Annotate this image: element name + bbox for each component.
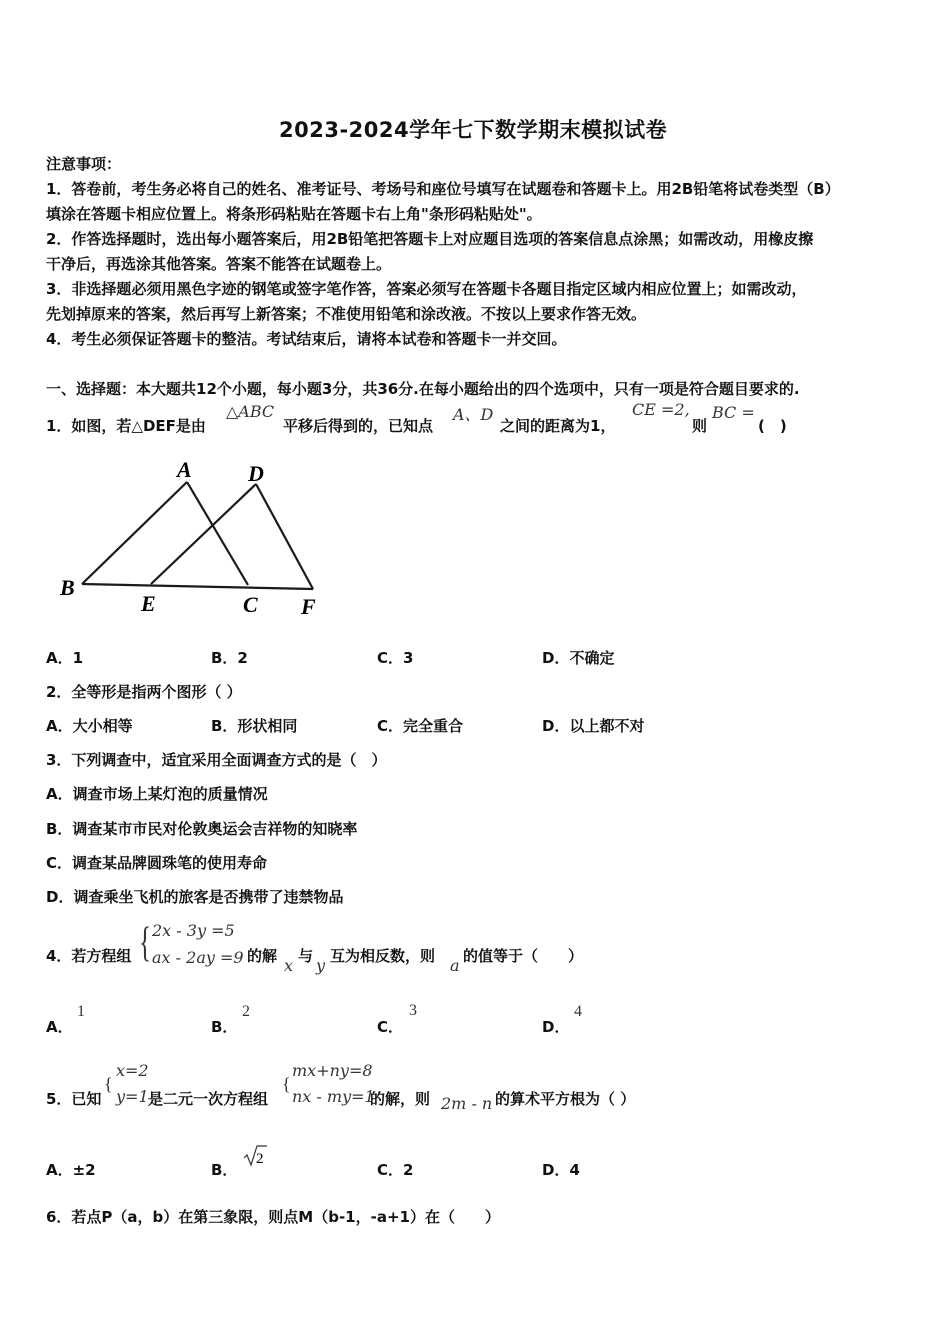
q5-sqrt-radicand: 2: [256, 1151, 264, 1167]
q5-equation-1: mx+ny=8: [292, 1061, 373, 1080]
note-2-line-1: 2．作答选择题时，选出每小题答案后，用2B铅笔把答题卡上对应题目选项的答案信息点涂黑；如需改动，用橡皮擦: [46, 230, 814, 248]
q5-text-2: 是二元一次方程组: [148, 1090, 269, 1108]
q4-option-d-letter: D．: [542, 1018, 570, 1036]
q4-option-b-value: 2: [242, 1003, 250, 1020]
q1-text-1: 1．如图，若△DEF是由: [46, 417, 206, 435]
q4-text-4: 互为相反数，则: [330, 947, 436, 965]
q4-var-x: x: [284, 956, 294, 975]
q1-math-ce: CE =2,: [632, 400, 690, 419]
q5-text-1: 5．已知: [46, 1090, 102, 1108]
q1-triangle-figure: [55, 455, 335, 625]
q1-text-2: 平移后得到的，已知点: [283, 417, 434, 435]
q1-option-b: B．2: [211, 649, 248, 667]
q4-system-brace: {: [139, 920, 152, 966]
q5-text-3: 的解，则: [370, 1090, 431, 1108]
note-1-line-1: 1．答卷前，考生务必将自己的姓名、准考证号、考场号和座位号填写在试题卷和答题卡上。用2B铅笔将试卷类型（B）: [46, 180, 840, 198]
q5-solution-x: x=2: [116, 1061, 149, 1080]
section-heading: 一、选择题：本大题共12个小题，每小题3分，共36分.在每小题给出的四个选项中，只有一项是符合题目要求的.: [46, 380, 800, 398]
q4-text-2: 的解: [247, 947, 278, 965]
q5-solution-brace: {: [104, 1074, 113, 1094]
note-3-line-1: 3．非选择题必须用黑色字迹的钢笔或签字笔作答，答案必须写在答题卡各题目指定区域内相应位置上；如需改动，: [46, 280, 807, 298]
q5-option-d: D．4: [542, 1161, 580, 1179]
q5-sqrt-symbol: [242, 1143, 268, 1169]
q1-math-points: A、D: [453, 405, 494, 424]
q2-option-b: B．形状相同: [211, 717, 298, 735]
q4-text-3: 与: [298, 947, 314, 965]
q5-solution-y: y=1: [116, 1087, 149, 1106]
q5-option-c: C．2: [377, 1161, 414, 1179]
q1-math-triangle-abc: △ABC: [226, 402, 275, 421]
notes-heading: 注意事项：: [46, 155, 122, 173]
q4-option-a-value: 1: [77, 1003, 85, 1020]
note-4: 4．考生必须保证答题卡的整洁。考试结束后，请将本试卷和答题卡一并交回。: [46, 330, 567, 348]
q2-stem: 2．全等形是指两个图形（ ）: [46, 683, 242, 701]
q4-option-c-letter: C．: [377, 1018, 404, 1036]
q1-text-4: 则: [692, 417, 708, 435]
q5-text-4: 的算术平方根为（ ）: [495, 1090, 636, 1108]
q2-option-d: D．以上都不对: [542, 717, 645, 735]
note-1-line-2: 填涂在答题卡相应位置上。将条形码粘贴在答题卡右上角"条形码粘贴处"。: [46, 205, 542, 223]
q5-option-a: A．±2: [46, 1161, 96, 1179]
q4-text-1: 4．若方程组: [46, 947, 132, 965]
q1-text-5: ( ): [758, 417, 787, 435]
q4-option-b-letter: B．: [211, 1018, 238, 1036]
q1-option-a: A．1: [46, 649, 84, 667]
q6-stem: 6．若点P（a，b）在第三象限，则点M（b-1，-a+1）在（ ）: [46, 1208, 500, 1226]
q2-option-a: A．大小相等: [46, 717, 133, 735]
figure-label-a: A: [177, 457, 192, 482]
q4-var-y: y: [316, 956, 326, 975]
figure-label-b: B: [60, 575, 75, 600]
q1-option-d: D．不确定: [542, 649, 615, 667]
q4-equation-1: 2x - 3y =5: [152, 921, 235, 940]
q4-option-a-letter: A．: [46, 1018, 73, 1036]
figure-lines: [82, 482, 313, 589]
q2-option-c: C．完全重合: [377, 717, 464, 735]
q4-equation-2: ax - 2ay =9: [152, 948, 244, 967]
q4-option-d-value: 4: [574, 1003, 582, 1020]
figure-label-e: E: [141, 591, 156, 616]
page-title: 2023-2024学年七下数学期末模拟试卷: [279, 118, 668, 142]
q3-option-b: B．调查某市市民对伦敦奥运会吉祥物的知晓率: [46, 820, 358, 838]
q3-stem: 3．下列调查中，适宜采用全面调查方式的是（ ）: [46, 751, 387, 769]
q5-equation-2: nx - my=1: [292, 1087, 375, 1106]
q4-var-a: a: [450, 956, 460, 975]
figure-label-c: C: [243, 592, 258, 617]
q3-option-d: D．调查乘坐飞机的旅客是否携带了违禁物品: [46, 888, 344, 906]
q1-math-bc: BC =: [712, 403, 755, 422]
q4-text-5: 的值等于（ ）: [463, 947, 584, 965]
note-3-line-2: 先划掉原来的答案，然后再写上新答案；不准使用铅笔和涂改液。不按以上要求作答无效。: [46, 305, 647, 323]
figure-label-f: F: [301, 594, 316, 619]
q5-system-brace: {: [282, 1074, 291, 1094]
q5-expression: 2m - n: [441, 1094, 493, 1113]
q3-option-a: A．调查市场上某灯泡的质量情况: [46, 785, 268, 803]
note-2-line-2: 干净后，再选涂其他答案。答案不能答在试题卷上。: [46, 255, 392, 273]
q1-text-3: 之间的距离为1，: [500, 417, 616, 435]
q3-option-c: C．调查某品牌圆珠笔的使用寿命: [46, 854, 268, 872]
q5-option-b-letter: B．: [211, 1161, 238, 1179]
q1-option-c: C．3: [377, 649, 414, 667]
figure-label-d: D: [248, 461, 264, 486]
q4-option-c-value: 3: [409, 1002, 417, 1019]
